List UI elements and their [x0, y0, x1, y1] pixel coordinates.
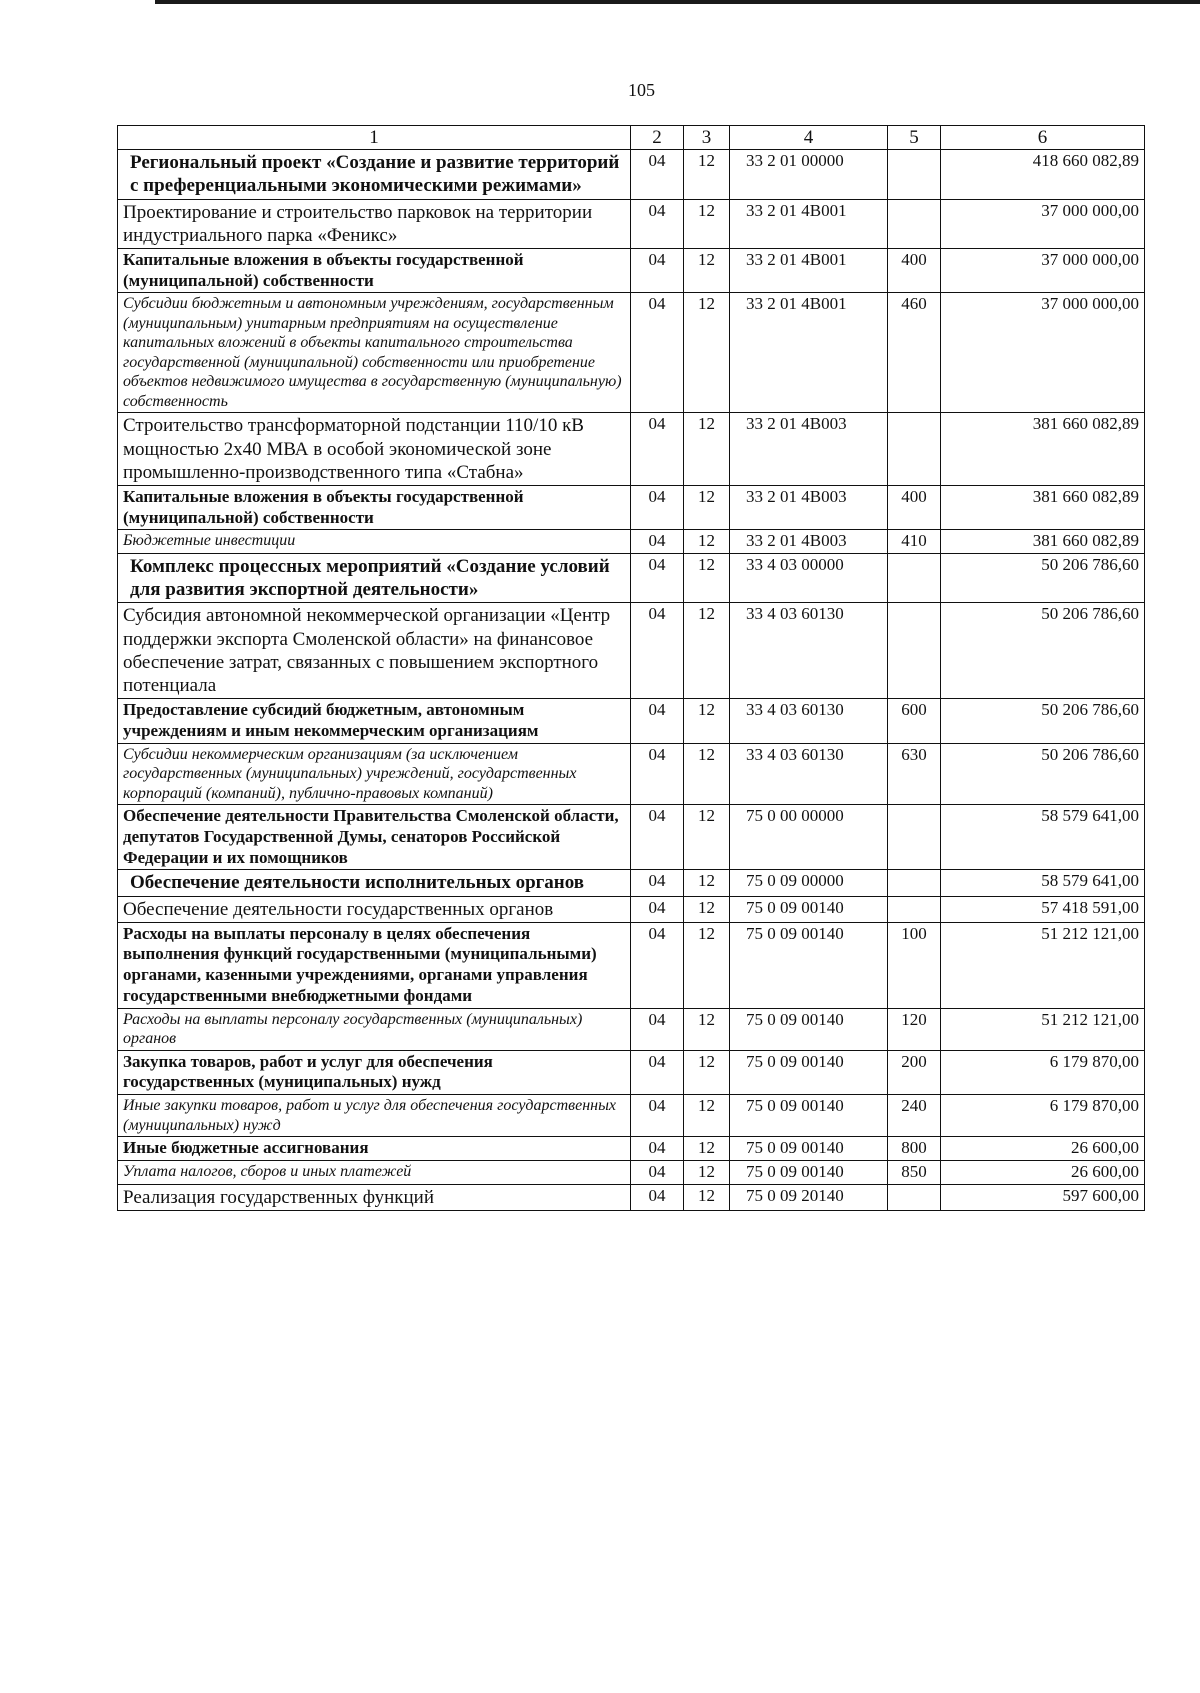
- row-expense-type: [888, 896, 941, 922]
- row-amount: 381 660 082,89: [941, 530, 1145, 554]
- row-amount: 6 179 870,00: [941, 1050, 1145, 1094]
- row-name: Предоставление субсидий бюджетным, автономным учреждениям и иным некоммерческим организациям: [118, 699, 631, 743]
- row-amount: 37 000 000,00: [941, 199, 1145, 248]
- col-header-3: 3: [684, 126, 730, 150]
- row-section: 04: [631, 199, 684, 248]
- row-expense-type: 120: [888, 1008, 941, 1050]
- table-row: [118, 554, 1145, 603]
- row-subsection: 12: [684, 248, 730, 292]
- row-name: Строительство трансформаторной подстанции 110/10 кВ мощностью 2х40 МВА в особой экономической зоне промышленно-производственного типа «Стабна»: [118, 413, 631, 486]
- row-name: Уплата налогов, сборов и иных платежей: [118, 1160, 631, 1184]
- row-subsection: 12: [684, 870, 730, 896]
- row-name: Проектирование и строительство парковок на территории индустриального парка «Феникс»: [118, 199, 631, 248]
- header-row: [118, 126, 1145, 150]
- table-row: [118, 922, 1145, 1008]
- row-name: Капитальные вложения в объекты государственной (муниципальной) собственности: [118, 485, 631, 529]
- row-target-article: 33 4 03 00000: [730, 554, 888, 603]
- table-row: [118, 896, 1145, 922]
- row-target-article: 33 2 01 4В001: [730, 248, 888, 292]
- row-expense-type: [888, 150, 941, 199]
- row-section: 04: [631, 554, 684, 603]
- row-target-article: 75 0 09 00140: [730, 1050, 888, 1094]
- row-amount: 58 579 641,00: [941, 805, 1145, 870]
- row-expense-type: 630: [888, 743, 941, 805]
- row-target-article: 75 0 09 00140: [730, 1137, 888, 1161]
- row-amount: 418 660 082,89: [941, 150, 1145, 199]
- table-row: [118, 1095, 1145, 1137]
- row-amount: 381 660 082,89: [941, 413, 1145, 486]
- row-amount: 26 600,00: [941, 1160, 1145, 1184]
- row-target-article: 33 4 03 60130: [730, 743, 888, 805]
- row-subsection: 12: [684, 1095, 730, 1137]
- row-section: 04: [631, 699, 684, 743]
- row-expense-type: [888, 603, 941, 699]
- table-row: [118, 805, 1145, 870]
- page-number: 105: [628, 80, 655, 100]
- row-section: 04: [631, 1008, 684, 1050]
- row-expense-type: 600: [888, 699, 941, 743]
- row-name: Обеспечение деятельности государственных органов: [118, 896, 631, 922]
- table-row: [118, 1184, 1145, 1210]
- table-row: [118, 603, 1145, 699]
- row-subsection: 12: [684, 896, 730, 922]
- row-subsection: 12: [684, 699, 730, 743]
- table-row: [118, 1137, 1145, 1161]
- row-amount: 50 206 786,60: [941, 699, 1145, 743]
- row-amount: 51 212 121,00: [941, 922, 1145, 1008]
- row-expense-type: 850: [888, 1160, 941, 1184]
- row-subsection: 12: [684, 603, 730, 699]
- row-name: Капитальные вложения в объекты государственной (муниципальной) собственности: [118, 248, 631, 292]
- row-target-article: 75 0 09 00140: [730, 1160, 888, 1184]
- row-name: Обеспечение деятельности Правительства Смоленской области, депутатов Государственной Думы, сенаторов Российской Федерации и их помощников: [118, 805, 631, 870]
- row-target-article: 33 4 03 60130: [730, 699, 888, 743]
- row-expense-type: [888, 1184, 941, 1210]
- row-section: 04: [631, 1137, 684, 1161]
- row-expense-type: [888, 554, 941, 603]
- row-subsection: 12: [684, 1160, 730, 1184]
- row-amount: 6 179 870,00: [941, 1095, 1145, 1137]
- table-row: [118, 699, 1145, 743]
- row-target-article: 75 0 09 00140: [730, 922, 888, 1008]
- row-subsection: 12: [684, 413, 730, 486]
- row-amount: 37 000 000,00: [941, 248, 1145, 292]
- row-subsection: 12: [684, 805, 730, 870]
- col-header-1: 1: [118, 126, 631, 150]
- table-row: [118, 743, 1145, 805]
- row-name: Обеспечение деятельности исполнительных органов: [118, 870, 631, 896]
- row-target-article: 33 2 01 4В001: [730, 293, 888, 413]
- row-subsection: 12: [684, 199, 730, 248]
- table-row: [118, 150, 1145, 199]
- row-subsection: 12: [684, 485, 730, 529]
- row-section: 04: [631, 1050, 684, 1094]
- table-row: [118, 1008, 1145, 1050]
- row-target-article: 75 0 09 00140: [730, 896, 888, 922]
- row-section: 04: [631, 293, 684, 413]
- row-subsection: 12: [684, 150, 730, 199]
- table-row: [118, 413, 1145, 486]
- row-amount: 50 206 786,60: [941, 743, 1145, 805]
- row-target-article: 33 2 01 4В003: [730, 413, 888, 486]
- top-border-line: [155, 0, 1200, 4]
- row-target-article: 75 0 00 00000: [730, 805, 888, 870]
- table-row: [118, 293, 1145, 413]
- row-target-article: 33 2 01 4В003: [730, 530, 888, 554]
- row-amount: 50 206 786,60: [941, 554, 1145, 603]
- table-row: [118, 1050, 1145, 1094]
- row-section: 04: [631, 922, 684, 1008]
- row-section: 04: [631, 1184, 684, 1210]
- row-subsection: 12: [684, 293, 730, 413]
- table-row: [118, 530, 1145, 554]
- table-row: [118, 248, 1145, 292]
- row-name: Реализация государственных функций: [118, 1184, 631, 1210]
- row-name: Бюджетные инвестиции: [118, 530, 631, 554]
- row-section: 04: [631, 805, 684, 870]
- row-section: 04: [631, 530, 684, 554]
- row-expense-type: 100: [888, 922, 941, 1008]
- row-name: Субсидия автономной некоммерческой организации «Центр поддержки экспорта Смоленской области» на финансовое обеспечение затрат, связанных с повышением экспортного потенциала: [118, 603, 631, 699]
- row-section: 04: [631, 1095, 684, 1137]
- row-section: 04: [631, 870, 684, 896]
- row-subsection: 12: [684, 1008, 730, 1050]
- row-section: 04: [631, 485, 684, 529]
- row-target-article: 75 0 09 00140: [730, 1095, 888, 1137]
- row-expense-type: [888, 870, 941, 896]
- row-subsection: 12: [684, 530, 730, 554]
- row-expense-type: [888, 199, 941, 248]
- row-expense-type: 800: [888, 1137, 941, 1161]
- row-amount: 57 418 591,00: [941, 896, 1145, 922]
- row-target-article: 75 0 09 00140: [730, 1008, 888, 1050]
- table-row: [118, 199, 1145, 248]
- row-target-article: 75 0 09 00000: [730, 870, 888, 896]
- row-name: Иные закупки товаров, работ и услуг для обеспечения государственных (муниципальных) нужд: [118, 1095, 631, 1137]
- row-amount: 597 600,00: [941, 1184, 1145, 1210]
- row-target-article: 33 2 01 00000: [730, 150, 888, 199]
- row-expense-type: [888, 413, 941, 486]
- row-amount: 58 579 641,00: [941, 870, 1145, 896]
- row-expense-type: 460: [888, 293, 941, 413]
- row-name: Закупка товаров, работ и услуг для обеспечения государственных (муниципальных) нужд: [118, 1050, 631, 1094]
- row-amount: 50 206 786,60: [941, 603, 1145, 699]
- row-name: Расходы на выплаты персоналу государственных (муниципальных) органов: [118, 1008, 631, 1050]
- row-section: 04: [631, 248, 684, 292]
- row-section: 04: [631, 743, 684, 805]
- row-subsection: 12: [684, 922, 730, 1008]
- row-amount: 37 000 000,00: [941, 293, 1145, 413]
- row-section: 04: [631, 413, 684, 486]
- row-section: 04: [631, 150, 684, 199]
- row-subsection: 12: [684, 743, 730, 805]
- row-target-article: 33 2 01 4В003: [730, 485, 888, 529]
- row-expense-type: 400: [888, 485, 941, 529]
- row-name: Региональный проект «Создание и развитие территорий с преференциальными экономическими режимами»: [118, 150, 631, 199]
- row-name: Комплекс процессных мероприятий «Создание условий для развития экспортной деятельности»: [118, 554, 631, 603]
- row-name: Субсидии некоммерческим организациям (за исключением государственных (муниципальных) учреждений, государственных корпораций (компаний), публично-правовых компаний): [118, 743, 631, 805]
- row-amount: 381 660 082,89: [941, 485, 1145, 529]
- row-subsection: 12: [684, 1050, 730, 1094]
- row-expense-type: 410: [888, 530, 941, 554]
- row-section: 04: [631, 603, 684, 699]
- row-target-article: 75 0 09 20140: [730, 1184, 888, 1210]
- row-subsection: 12: [684, 1184, 730, 1210]
- col-header-5: 5: [888, 126, 941, 150]
- budget-table: [117, 125, 1145, 1211]
- row-subsection: 12: [684, 554, 730, 603]
- row-subsection: 12: [684, 1137, 730, 1161]
- table-row: [118, 870, 1145, 896]
- row-expense-type: 200: [888, 1050, 941, 1094]
- row-name: Расходы на выплаты персоналу в целях обеспечения выполнения функций государственными (муниципальными) органами, казенными учреждениями, органами управления государственными внебюджетными фондами: [118, 922, 631, 1008]
- row-amount: 51 212 121,00: [941, 1008, 1145, 1050]
- row-name: Иные бюджетные ассигнования: [118, 1137, 631, 1161]
- table-body: [118, 150, 1145, 1211]
- row-section: 04: [631, 896, 684, 922]
- col-header-2: 2: [631, 126, 684, 150]
- row-expense-type: [888, 805, 941, 870]
- table-row: [118, 485, 1145, 529]
- row-expense-type: 400: [888, 248, 941, 292]
- col-header-4: 4: [730, 126, 888, 150]
- table-row: [118, 1160, 1145, 1184]
- row-section: 04: [631, 1160, 684, 1184]
- row-name: Субсидии бюджетным и автономным учреждениям, государственным (муниципальным) унитарным предприятиям на осуществление капитальных вложений в объекты капитального строительства государственной (муниципальной) собственности или приобретение объектов недвижимого имущества в государственную (муниципальную) собственность: [118, 293, 631, 413]
- row-target-article: 33 2 01 4В001: [730, 199, 888, 248]
- row-amount: 26 600,00: [941, 1137, 1145, 1161]
- row-expense-type: 240: [888, 1095, 941, 1137]
- col-header-6: 6: [941, 126, 1145, 150]
- row-target-article: 33 4 03 60130: [730, 603, 888, 699]
